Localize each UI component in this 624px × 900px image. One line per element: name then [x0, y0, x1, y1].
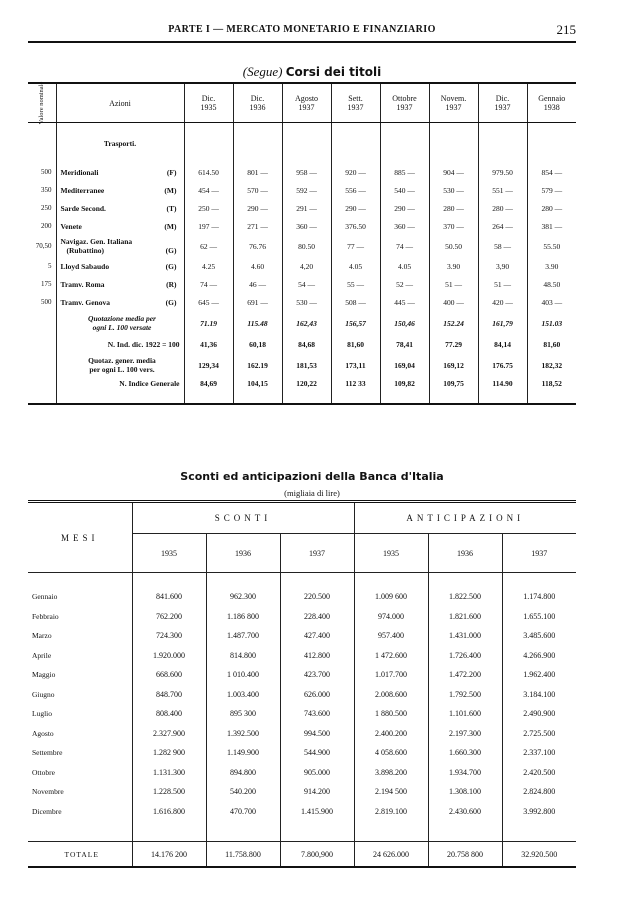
quotazione-cell: 570 — — [233, 181, 282, 199]
quotazione-cell: 290 — — [331, 199, 380, 217]
importo-cell: 2.337.100 — [502, 743, 576, 763]
running-title: PARTE I — MERCATO MONETARIO E FINANZIARIO — [168, 24, 436, 35]
table1-title — [0, 64, 624, 80]
importo-cell: 1.472.200 — [428, 665, 502, 685]
totale-cell: 20.758 800 — [428, 842, 502, 868]
summary-label — [56, 335, 184, 353]
summary-row — [28, 335, 576, 353]
titolo-row — [28, 163, 576, 181]
importo-cell: 1.660.300 — [428, 743, 502, 763]
importo-cell: 4 058.600 — [354, 743, 428, 763]
importo-cell: 2.008.600 — [354, 685, 428, 705]
importo-cell: 220.500 — [280, 587, 354, 607]
quotazione-cell: 445 — — [380, 293, 429, 311]
mese-label: Giugno — [32, 689, 55, 699]
titolo-name: Tramv. Roma — [60, 279, 105, 289]
quotazione-cell: 74 — — [380, 235, 429, 257]
summary-value: 115.48 — [233, 311, 282, 335]
valore-nominale: 5 — [48, 262, 52, 270]
importo-cell: 1.934.700 — [428, 763, 502, 783]
summary-value: 114.90 — [478, 377, 527, 404]
table2-title: Sconti ed anticipazioni della Banca d'Italia — [180, 470, 444, 483]
totale-cell: 24 626.000 — [354, 842, 428, 868]
summary-value: 150,46 — [380, 311, 429, 335]
totale-cell: 32.920.500 — [502, 842, 576, 868]
col-azioni: Azioni — [56, 83, 184, 123]
quotazione-cell: 55.50 — [527, 235, 576, 257]
titolo-row — [28, 199, 576, 217]
mese-label: Gennaio — [32, 592, 58, 602]
page-number: 215 — [556, 22, 576, 37]
summary-label-1: Quotazione media per — [88, 314, 156, 323]
importo-cell: 1 472.600 — [354, 646, 428, 666]
titolo-name-cell — [56, 217, 184, 235]
quotazione-cell: 51 — — [429, 275, 478, 293]
importo-cell: 1.920.000 — [132, 646, 206, 666]
quotazione-cell: 280 — — [429, 199, 478, 217]
valore-nominale: 70,50 — [35, 242, 52, 250]
importo-cell: 1.962.400 — [502, 665, 576, 685]
summary-label — [56, 311, 184, 335]
quotazione-cell: 264 — — [478, 217, 527, 235]
importo-cell: 3.992.800 — [502, 802, 576, 822]
quotazione-cell: 400 — — [429, 293, 478, 311]
quotazione-cell: 556 — — [331, 181, 380, 199]
quotazione-cell: 4.05 — [380, 257, 429, 275]
quotazione-cell: 508 — — [331, 293, 380, 311]
mese-row — [28, 665, 576, 685]
summary-value: 161,79 — [478, 311, 527, 335]
summary-label — [56, 353, 184, 377]
titolo-row — [28, 293, 576, 311]
titolo-name: Sarde Second. — [60, 203, 106, 213]
titolo-code: (G) — [165, 297, 177, 307]
summary-value: 84,14 — [478, 335, 527, 353]
quotazione-cell: 530 — — [429, 181, 478, 199]
valore-nominale: 250 — [41, 204, 52, 212]
summary-value: 60,18 — [233, 335, 282, 353]
mese-row — [28, 782, 576, 802]
quotazione-cell: 271 — — [233, 217, 282, 235]
summary-value: 162,43 — [282, 311, 331, 335]
importo-cell: 2.819.100 — [354, 802, 428, 822]
quotazione-cell: 3.90 — [429, 257, 478, 275]
quotazione-cell: 592 — — [282, 181, 331, 199]
mese-row — [28, 743, 576, 763]
quotazione-cell: 854 — — [527, 163, 576, 181]
quotazione-cell: 645 — — [184, 293, 233, 311]
table2-group-header — [28, 502, 576, 534]
quotazione-cell: 76.76 — [233, 235, 282, 257]
titolo-code: (F) — [166, 167, 177, 177]
header-rule — [28, 41, 576, 43]
valore-nominale: 200 — [41, 222, 52, 230]
col-year: 1935 — [132, 534, 206, 573]
summary-value: 169,12 — [429, 353, 478, 377]
titolo-name-cell — [56, 275, 184, 293]
totale-cell: 11.758.800 — [206, 842, 280, 868]
importo-cell: 1.487.700 — [206, 626, 280, 646]
importo-cell: 2.430.600 — [428, 802, 502, 822]
quotazione-cell: 403 — — [527, 293, 576, 311]
totale-cell: 7.800,900 — [280, 842, 354, 868]
importo-cell: 895 300 — [206, 704, 280, 724]
valore-nominale: 500 — [41, 168, 52, 176]
summary-value: 112 33 — [331, 377, 380, 404]
col-year: 1936 — [206, 534, 280, 573]
titolo-name: Meridionali — [60, 167, 99, 177]
importo-cell: 2.327.900 — [132, 724, 206, 744]
titolo-name: Tramv. Genova — [60, 297, 110, 307]
mese-row — [28, 685, 576, 705]
importo-cell: 1.726.400 — [428, 646, 502, 666]
summary-label-1: Quotaz. gener. media — [88, 356, 156, 365]
summary-value: 129,34 — [184, 353, 233, 377]
importo-cell: 743.600 — [280, 704, 354, 724]
titolo-row — [28, 217, 576, 235]
importo-cell: 894.800 — [206, 763, 280, 783]
summary-label-1: N. Ind. dic. 1922 = 100 — [107, 339, 180, 349]
quotazione-cell: 614.50 — [184, 163, 233, 181]
quotazione-cell: 290 — — [380, 199, 429, 217]
summary-row — [28, 311, 576, 335]
importo-cell: 412.800 — [280, 646, 354, 666]
importo-cell: 1.228.500 — [132, 782, 206, 802]
importo-cell: 808.400 — [132, 704, 206, 724]
quotazione-cell: 381 — — [527, 217, 576, 235]
importo-cell: 724.300 — [132, 626, 206, 646]
col-month: Novem. 1937 — [429, 83, 478, 123]
titolo-name-cell — [56, 293, 184, 311]
quotazione-cell: 691 — — [233, 293, 282, 311]
summary-value: 81,60 — [331, 335, 380, 353]
quotazione-cell: 370 — — [429, 217, 478, 235]
totale-label: TOTALE — [28, 842, 132, 868]
summary-value: 84,68 — [282, 335, 331, 353]
importo-cell: 762.200 — [132, 607, 206, 627]
titolo-name: Mediterranee — [60, 185, 105, 195]
titolo-name: Venete — [60, 221, 82, 231]
titolo-name-cell — [56, 199, 184, 217]
group-sconti: SCONTI — [132, 502, 354, 534]
spacer-row — [28, 573, 576, 588]
mese-row — [28, 626, 576, 646]
importo-cell: 1.655.100 — [502, 607, 576, 627]
col-month: Agosto 1937 — [282, 83, 331, 123]
quotazione-cell: 958 — — [282, 163, 331, 181]
importo-cell: 1.415.900 — [280, 802, 354, 822]
mese-row — [28, 587, 576, 607]
quotazione-cell: 4.05 — [331, 257, 380, 275]
importo-cell: 1.821.600 — [428, 607, 502, 627]
summary-value: 109,82 — [380, 377, 429, 404]
mese-label: Agosto — [32, 728, 54, 738]
mese-row — [28, 704, 576, 724]
titolo-name-cell — [56, 181, 184, 199]
quotazione-cell: 420 — — [478, 293, 527, 311]
quotazione-cell: 50.50 — [429, 235, 478, 257]
summary-value: 109,75 — [429, 377, 478, 404]
importo-cell: 2.420.500 — [502, 763, 576, 783]
importo-cell: 962.300 — [206, 587, 280, 607]
summary-value: 151.03 — [527, 311, 576, 335]
titolo-name-2: (Rubattino) — [66, 246, 105, 255]
mese-label: Marzo — [32, 631, 52, 641]
quotazione-cell: 360 — — [282, 217, 331, 235]
quotazione-cell: 52 — — [380, 275, 429, 293]
corsi-dei-titoli-table — [28, 82, 576, 405]
importo-cell: 1.392.500 — [206, 724, 280, 744]
col-month: Dic. 1935 — [184, 83, 233, 123]
titolo-name-sub — [61, 246, 184, 255]
titolo-name: Navigaz. Gen. Italiana — [60, 237, 133, 246]
importo-cell: 1.186 800 — [206, 607, 280, 627]
quotazione-cell: 280 — — [478, 199, 527, 217]
importo-cell: 994.500 — [280, 724, 354, 744]
titolo-name: Lloyd Sabaudo — [60, 261, 110, 271]
importo-cell: 1 010.400 — [206, 665, 280, 685]
titolo-row — [28, 235, 576, 257]
valore-nominale: 500 — [41, 298, 52, 306]
importo-cell: 814.800 — [206, 646, 280, 666]
valore-nominale: 175 — [41, 280, 52, 288]
summary-value: 173,11 — [331, 353, 380, 377]
quotazione-cell: 54 — — [282, 275, 331, 293]
titolo-row — [28, 257, 576, 275]
quotazione-cell: 4,20 — [282, 257, 331, 275]
importo-cell: 2.400.200 — [354, 724, 428, 744]
sconti-anticipazioni-table — [28, 500, 576, 868]
col-year: 1937 — [502, 534, 576, 573]
col-month: Gennaio 1938 — [527, 83, 576, 123]
summary-value: 176.75 — [478, 353, 527, 377]
summary-label-2: per ogni L. 100 vers. — [89, 365, 155, 374]
importo-cell: 957.400 — [354, 626, 428, 646]
mese-label: Settembre — [32, 748, 63, 758]
importo-cell: 2.490.900 — [502, 704, 576, 724]
quotazione-cell: 801 — — [233, 163, 282, 181]
importo-cell: 470.700 — [206, 802, 280, 822]
summary-value: 181,53 — [282, 353, 331, 377]
col-month: Dic. 1937 — [478, 83, 527, 123]
mese-label: Luglio — [32, 709, 52, 719]
mese-row — [28, 802, 576, 822]
mese-label: Maggio — [32, 670, 56, 680]
summary-value: 118,52 — [527, 377, 576, 404]
summary-label — [56, 377, 184, 404]
summary-value: 41,36 — [184, 335, 233, 353]
titolo-name-cell — [56, 257, 184, 275]
table1-title-segue: (Segue) — [242, 64, 283, 79]
col-year: 1937 — [280, 534, 354, 573]
importo-cell: 3.898.200 — [354, 763, 428, 783]
importo-cell: 2.824.800 — [502, 782, 576, 802]
quotazione-cell: 904 — — [429, 163, 478, 181]
importo-cell: 1.792.500 — [428, 685, 502, 705]
titolo-code: (M) — [164, 185, 177, 195]
quotazione-cell: 551 — — [478, 181, 527, 199]
importo-cell: 1.017.700 — [354, 665, 428, 685]
mese-label: Novembre — [32, 787, 64, 797]
importo-cell: 1.149.900 — [206, 743, 280, 763]
mese-label: Febbraio — [32, 611, 59, 621]
quotazione-cell: 46 — — [233, 275, 282, 293]
mese-row — [28, 724, 576, 744]
titolo-code: (G) — [165, 246, 177, 255]
importo-cell: 626.000 — [280, 685, 354, 705]
summary-value: 78,41 — [380, 335, 429, 353]
importo-cell: 1.431.000 — [428, 626, 502, 646]
col-mesi: MESI — [28, 502, 132, 573]
mese-row — [28, 646, 576, 666]
quotazione-cell: 3.90 — [527, 257, 576, 275]
importo-cell: 1 880.500 — [354, 704, 428, 724]
importo-cell: 228.400 — [280, 607, 354, 627]
quotazione-cell: 4.60 — [233, 257, 282, 275]
quotazione-cell: 197 — — [184, 217, 233, 235]
summary-row — [28, 377, 576, 404]
importo-cell: 1.282 900 — [132, 743, 206, 763]
section-trasporti: Trasporti. — [56, 123, 184, 164]
importo-cell: 2.197.300 — [428, 724, 502, 744]
col-year: 1936 — [428, 534, 502, 573]
importo-cell: 3.184.100 — [502, 685, 576, 705]
importo-cell: 544.900 — [280, 743, 354, 763]
table1-header-row — [28, 83, 576, 123]
importo-cell: 905.000 — [280, 763, 354, 783]
quotazione-cell: 62 — — [184, 235, 233, 257]
section-row — [28, 123, 576, 164]
col-month: Ottobre 1937 — [380, 83, 429, 123]
importo-cell: 427.400 — [280, 626, 354, 646]
importo-cell: 4.266.900 — [502, 646, 576, 666]
summary-value: 81,60 — [527, 335, 576, 353]
summary-value: 77.29 — [429, 335, 478, 353]
summary-value: 104,15 — [233, 377, 282, 404]
quotazione-cell: 290 — — [233, 199, 282, 217]
quotazione-cell: 530 — — [282, 293, 331, 311]
quotazione-cell: 80.50 — [282, 235, 331, 257]
summary-label-2: ogni L. 100 versate — [92, 323, 152, 332]
quotazione-cell: 280 — — [527, 199, 576, 217]
titolo-code: (M) — [164, 221, 177, 231]
importo-cell: 1.101.600 — [428, 704, 502, 724]
quotazione-cell: 291 — — [282, 199, 331, 217]
quotazione-cell: 250 — — [184, 199, 233, 217]
quotazione-cell: 77 — — [331, 235, 380, 257]
importo-cell: 841.600 — [132, 587, 206, 607]
quotazione-cell: 885 — — [380, 163, 429, 181]
importo-cell: 540.200 — [206, 782, 280, 802]
quotazione-cell: 74 — — [184, 275, 233, 293]
titolo-row — [28, 181, 576, 199]
mese-label: Ottobre — [32, 767, 55, 777]
col-valore-nominale: Valore nominale — [28, 83, 56, 123]
running-header — [28, 24, 576, 40]
importo-cell: 1.174.800 — [502, 587, 576, 607]
summary-value: 71.19 — [184, 311, 233, 335]
mese-row — [28, 607, 576, 627]
importo-cell: 2.725.500 — [502, 724, 576, 744]
spacer-row — [28, 821, 576, 842]
quotazione-cell: 51 — — [478, 275, 527, 293]
quotazione-cell: 360 — — [380, 217, 429, 235]
quotazione-cell: 579 — — [527, 181, 576, 199]
valore-nominale: 350 — [41, 186, 52, 194]
importo-cell: 2.194 500 — [354, 782, 428, 802]
totale-row — [28, 842, 576, 868]
quotazione-cell: 58 — — [478, 235, 527, 257]
table1-title-main: Corsi dei titoli — [285, 65, 382, 79]
summary-value: 162.19 — [233, 353, 282, 377]
importo-cell: 1.003.400 — [206, 685, 280, 705]
importo-cell: 974.000 — [354, 607, 428, 627]
totale-cell: 14.176 200 — [132, 842, 206, 868]
titolo-code: (G) — [165, 261, 177, 271]
summary-label-1: N. Indice Generale — [119, 379, 180, 388]
summary-value: 182,32 — [527, 353, 576, 377]
importo-cell: 3.485.600 — [502, 626, 576, 646]
quotazione-cell: 3,90 — [478, 257, 527, 275]
summary-row — [28, 353, 576, 377]
importo-cell: 1.616.800 — [132, 802, 206, 822]
col-year: 1935 — [354, 534, 428, 573]
summary-value: 156,57 — [331, 311, 380, 335]
col-month: Sett. 1937 — [331, 83, 380, 123]
summary-value: 169,04 — [380, 353, 429, 377]
mese-row — [28, 763, 576, 783]
titolo-name-cell — [56, 235, 184, 257]
quotazione-cell: 55 — — [331, 275, 380, 293]
titolo-name-cell — [56, 163, 184, 181]
quotazione-cell: 454 — — [184, 181, 233, 199]
quotazione-cell: 48.50 — [527, 275, 576, 293]
quotazione-cell: 4.25 — [184, 257, 233, 275]
table2-subtitle: (migliaia di lire) — [284, 488, 340, 498]
mese-label: Dicembre — [32, 806, 62, 816]
summary-value: 152.24 — [429, 311, 478, 335]
titolo-code: (T) — [166, 203, 177, 213]
importo-cell: 1.131.300 — [132, 763, 206, 783]
importo-cell: 1.009 600 — [354, 587, 428, 607]
quotazione-cell: 920 — — [331, 163, 380, 181]
quotazione-cell: 540 — — [380, 181, 429, 199]
quotazione-cell: 979.50 — [478, 163, 527, 181]
titolo-code: (R) — [166, 279, 177, 289]
quotazione-cell: 376.50 — [331, 217, 380, 235]
importo-cell: 423.700 — [280, 665, 354, 685]
importo-cell: 668.600 — [132, 665, 206, 685]
mese-label: Aprile — [32, 650, 52, 660]
importo-cell: 848.700 — [132, 685, 206, 705]
summary-value: 120,22 — [282, 377, 331, 404]
titolo-row — [28, 275, 576, 293]
importo-cell: 1.822.500 — [428, 587, 502, 607]
group-anticipazioni: ANTICIPAZIONI — [354, 502, 576, 534]
importo-cell: 914.200 — [280, 782, 354, 802]
summary-value: 84,69 — [184, 377, 233, 404]
importo-cell: 1.308.100 — [428, 782, 502, 802]
col-month: Dic. 1936 — [233, 83, 282, 123]
